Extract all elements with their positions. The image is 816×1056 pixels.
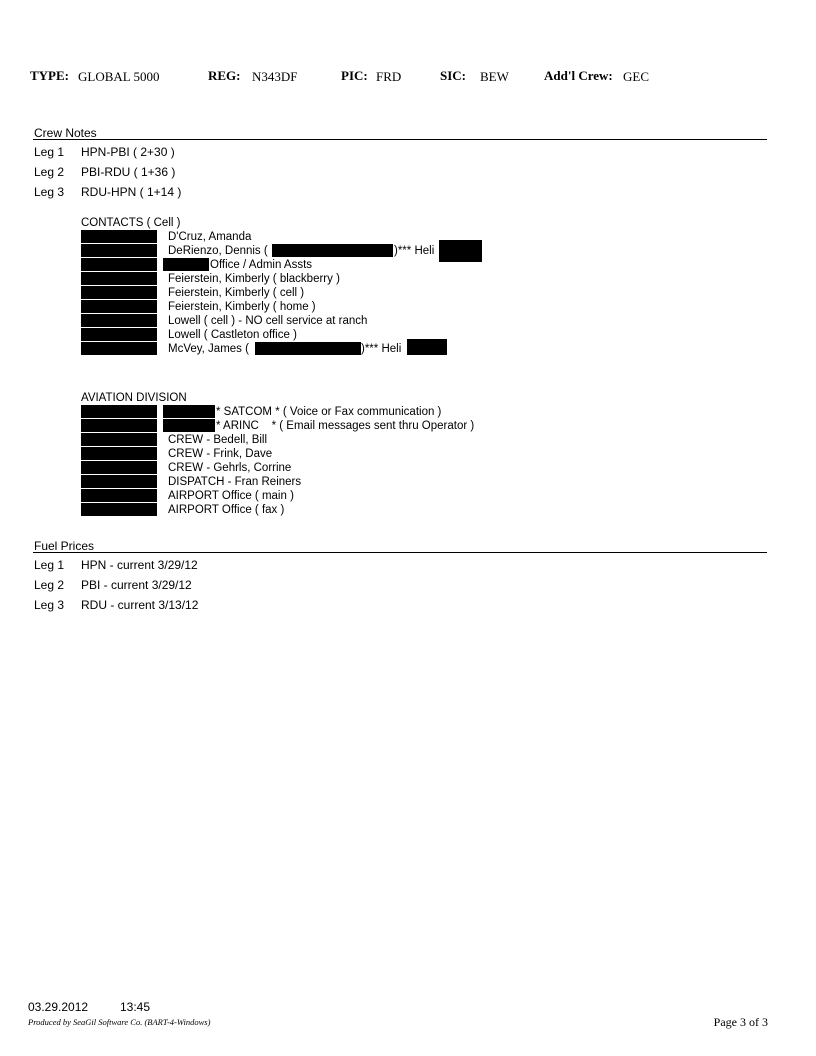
- redaction-block: [81, 419, 157, 432]
- redaction-block: [407, 339, 447, 355]
- satcom-entry: * SATCOM * ( Voice or Fax communication ): [216, 406, 442, 418]
- leg-label: Leg 1: [34, 145, 65, 159]
- redaction-block: [81, 503, 157, 516]
- redaction-block: [439, 240, 482, 262]
- redaction-block: [81, 461, 157, 474]
- pic-value: FRD: [376, 69, 402, 84]
- redaction-block: [81, 405, 157, 418]
- fuel-prices-title: Fuel Prices: [34, 539, 95, 553]
- contact-entry: D'Cruz, Amanda: [168, 231, 252, 243]
- contact-entry: Office / Admin Assts: [210, 259, 313, 271]
- footer-date: 03.29.2012: [28, 1000, 89, 1014]
- leg-label: Leg 2: [34, 165, 65, 179]
- contact-entry: DeRienzo, Dennis (: [168, 245, 268, 257]
- redaction-block: [81, 272, 157, 285]
- contact-entry: Feierstein, Kimberly ( cell ): [168, 287, 305, 299]
- arinc-entry: * ARINC * ( Email messages sent thru Operator ): [216, 420, 475, 432]
- sic-label: SIC:: [440, 68, 467, 83]
- reg-value: N343DF: [252, 69, 298, 84]
- fuel-price-entry: PBI - current 3/29/12: [81, 578, 192, 592]
- redaction-block: [163, 405, 215, 418]
- aviation-division-title: AVIATION DIVISION: [81, 392, 187, 404]
- redaction-block: [81, 447, 157, 460]
- leg-label: Leg 1: [34, 558, 65, 572]
- crew-notes-divider: [33, 139, 767, 140]
- aviation-entry: CREW - Gehrls, Corrine: [168, 462, 292, 474]
- type-label: TYPE:: [30, 68, 69, 83]
- page-number: Page 3 of 3: [713, 1015, 768, 1029]
- contact-entry: Feierstein, Kimberly ( home ): [168, 301, 316, 313]
- contact-entry: Feierstein, Kimberly ( blackberry ): [168, 273, 340, 285]
- contact-entry: Lowell ( Castleton office ): [168, 329, 297, 341]
- redaction-block: [81, 328, 157, 341]
- aviation-entry: DISPATCH - Fran Reiners: [168, 476, 302, 488]
- aviation-entry: AIRPORT Office ( main ): [168, 490, 294, 502]
- fuel-price-entry: RDU - current 3/13/12: [81, 598, 199, 612]
- fuel-prices-divider: [33, 552, 767, 553]
- produced-by-text: Produced by SeaGil Software Co. (BART-4-Windows): [28, 1017, 211, 1027]
- leg-label: Leg 3: [34, 598, 65, 612]
- addl-crew-label: Add'l Crew:: [544, 68, 613, 83]
- redaction-block: [81, 475, 157, 488]
- redaction-block: [81, 314, 157, 327]
- redaction-block: [81, 433, 157, 446]
- contact-entry: Lowell ( cell ) - NO cell service at ranch: [168, 315, 368, 327]
- contact-entry-suffix: )*** Heli: [361, 343, 402, 355]
- aviation-entry: CREW - Frink, Dave: [168, 448, 273, 460]
- addl-crew-value: GEC: [623, 69, 649, 84]
- redaction-block: [272, 244, 393, 257]
- leg-route: RDU-HPN ( 1+14 ): [81, 185, 182, 199]
- pic-label: PIC:: [341, 68, 368, 83]
- leg-route: PBI-RDU ( 1+36 ): [81, 165, 176, 179]
- footer-time: 13:45: [120, 1000, 151, 1014]
- leg-label: Leg 3: [34, 185, 65, 199]
- contact-entry-suffix: )*** Heli: [394, 245, 435, 257]
- type-value: GLOBAL 5000: [78, 69, 160, 84]
- crew-notes-title: Crew Notes: [34, 126, 97, 140]
- sic-value: BEW: [480, 69, 509, 84]
- redaction-block: [81, 230, 157, 243]
- contact-entry: McVey, James (: [168, 343, 249, 355]
- redaction-block: [81, 300, 157, 313]
- redaction-block: [163, 258, 209, 271]
- redaction-block: [81, 489, 157, 502]
- redaction-block: [81, 342, 157, 355]
- reg-label: REG:: [208, 68, 241, 83]
- aviation-entry: CREW - Bedell, Bill: [168, 434, 268, 446]
- redaction-block: [163, 419, 215, 432]
- leg-route: HPN-PBI ( 2+30 ): [81, 145, 175, 159]
- redaction-block: [81, 286, 157, 299]
- redaction-block: [81, 258, 157, 271]
- fuel-price-entry: HPN - current 3/29/12: [81, 558, 198, 572]
- redaction-block: [255, 342, 361, 355]
- contacts-title: CONTACTS ( Cell ): [81, 217, 181, 229]
- aviation-entry: AIRPORT Office ( fax ): [168, 504, 285, 516]
- redaction-block: [81, 244, 157, 257]
- leg-label: Leg 2: [34, 578, 65, 592]
